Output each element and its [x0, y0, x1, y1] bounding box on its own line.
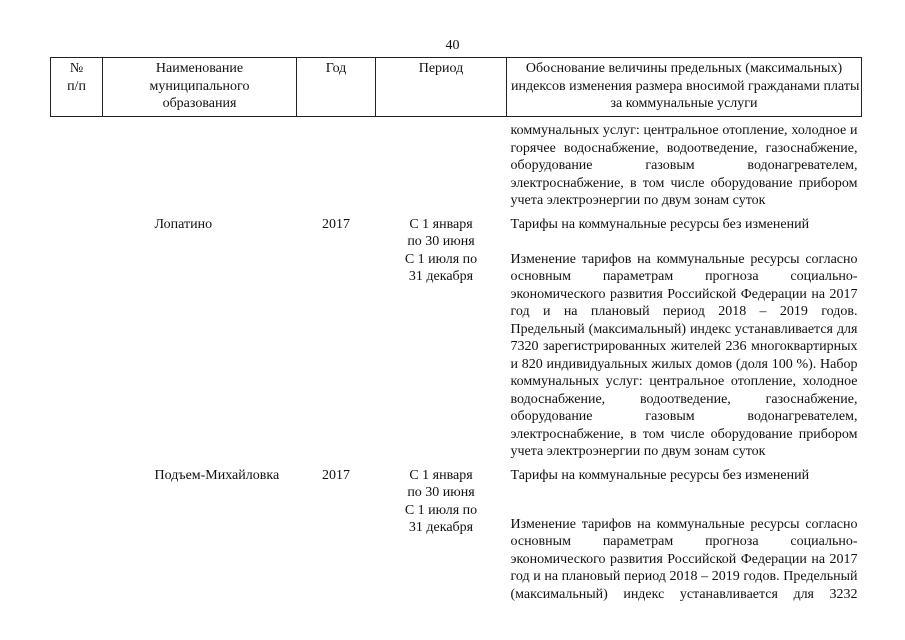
header-basis: Обоснование величины предельных (максимальных) индексов изменения размера вносимой гражданами платы за коммунальные услуги [507, 58, 862, 117]
table-header-row [51, 58, 862, 117]
table-row [51, 467, 862, 502]
year-cell: 2017 [322, 467, 350, 483]
page-number: 40 [445, 38, 460, 53]
basis-cell: Тарифы на коммунальные ресурсы без изменений [510, 467, 810, 483]
header-municipality: Наименование муниципального образования [103, 58, 297, 117]
header-period: Период [376, 58, 507, 117]
municipality-name: Подъем-Михайловка [154, 467, 280, 483]
period-cell: С 1 января по 30 июня [407, 216, 475, 249]
basis-cell: Изменение тарифов на коммунальные ресурсы согласно основным параметрам прогноза социально- экономического развития Российской Федерации на 2017 год и на плановый период 2018 – 2019 годов. Предельный (максимальный) индекс устанавливается для 3232 [510, 516, 858, 602]
period-cell: С 1 июля по 31 декабря [404, 251, 478, 284]
period-cell: С 1 июля по 31 декабря [404, 502, 478, 535]
header-year: Год [297, 58, 376, 117]
basis-cell: Тарифы на коммунальные ресурсы без изменений [510, 216, 810, 232]
year-cell: 2017 [322, 216, 350, 232]
table-row [51, 216, 862, 251]
period-cell: С 1 января по 30 июня [407, 467, 475, 500]
continuation-row [51, 122, 862, 210]
tariff-table [50, 57, 862, 603]
continuation-text: коммунальных услуг: центральное отопление, холодное и горячее водоснабжение, водоотведение, газоснабжение, оборудование газовым водонагревателем, электроснабжение, в том числе оборудование прибором учета электроэнергии по двум зонам суток [510, 123, 858, 208]
basis-cell: Изменение тарифов на коммунальные ресурсы согласно основным параметрам прогноза социально- экономического развития Российской Федерации на 2017 год и на плановый период 2018 – 2019 годов. Предельный (максимальный) индекс устанавливается для 7320 зарегистрированных жителей 236 многоквартирных и 820 индивидуальных жилых домов (доля 100 %). Набор коммунальных услуг: центральное отопление, холодное водоснабжение, водоотведение, газоснабжение, оборудование газовым водонагревателем, электроснабжение, в том числе оборудование прибором учета электроэнергии по двум зонам суток [510, 251, 858, 459]
header-number: № п/п [51, 58, 103, 117]
municipality-name: Лопатино [154, 216, 213, 232]
